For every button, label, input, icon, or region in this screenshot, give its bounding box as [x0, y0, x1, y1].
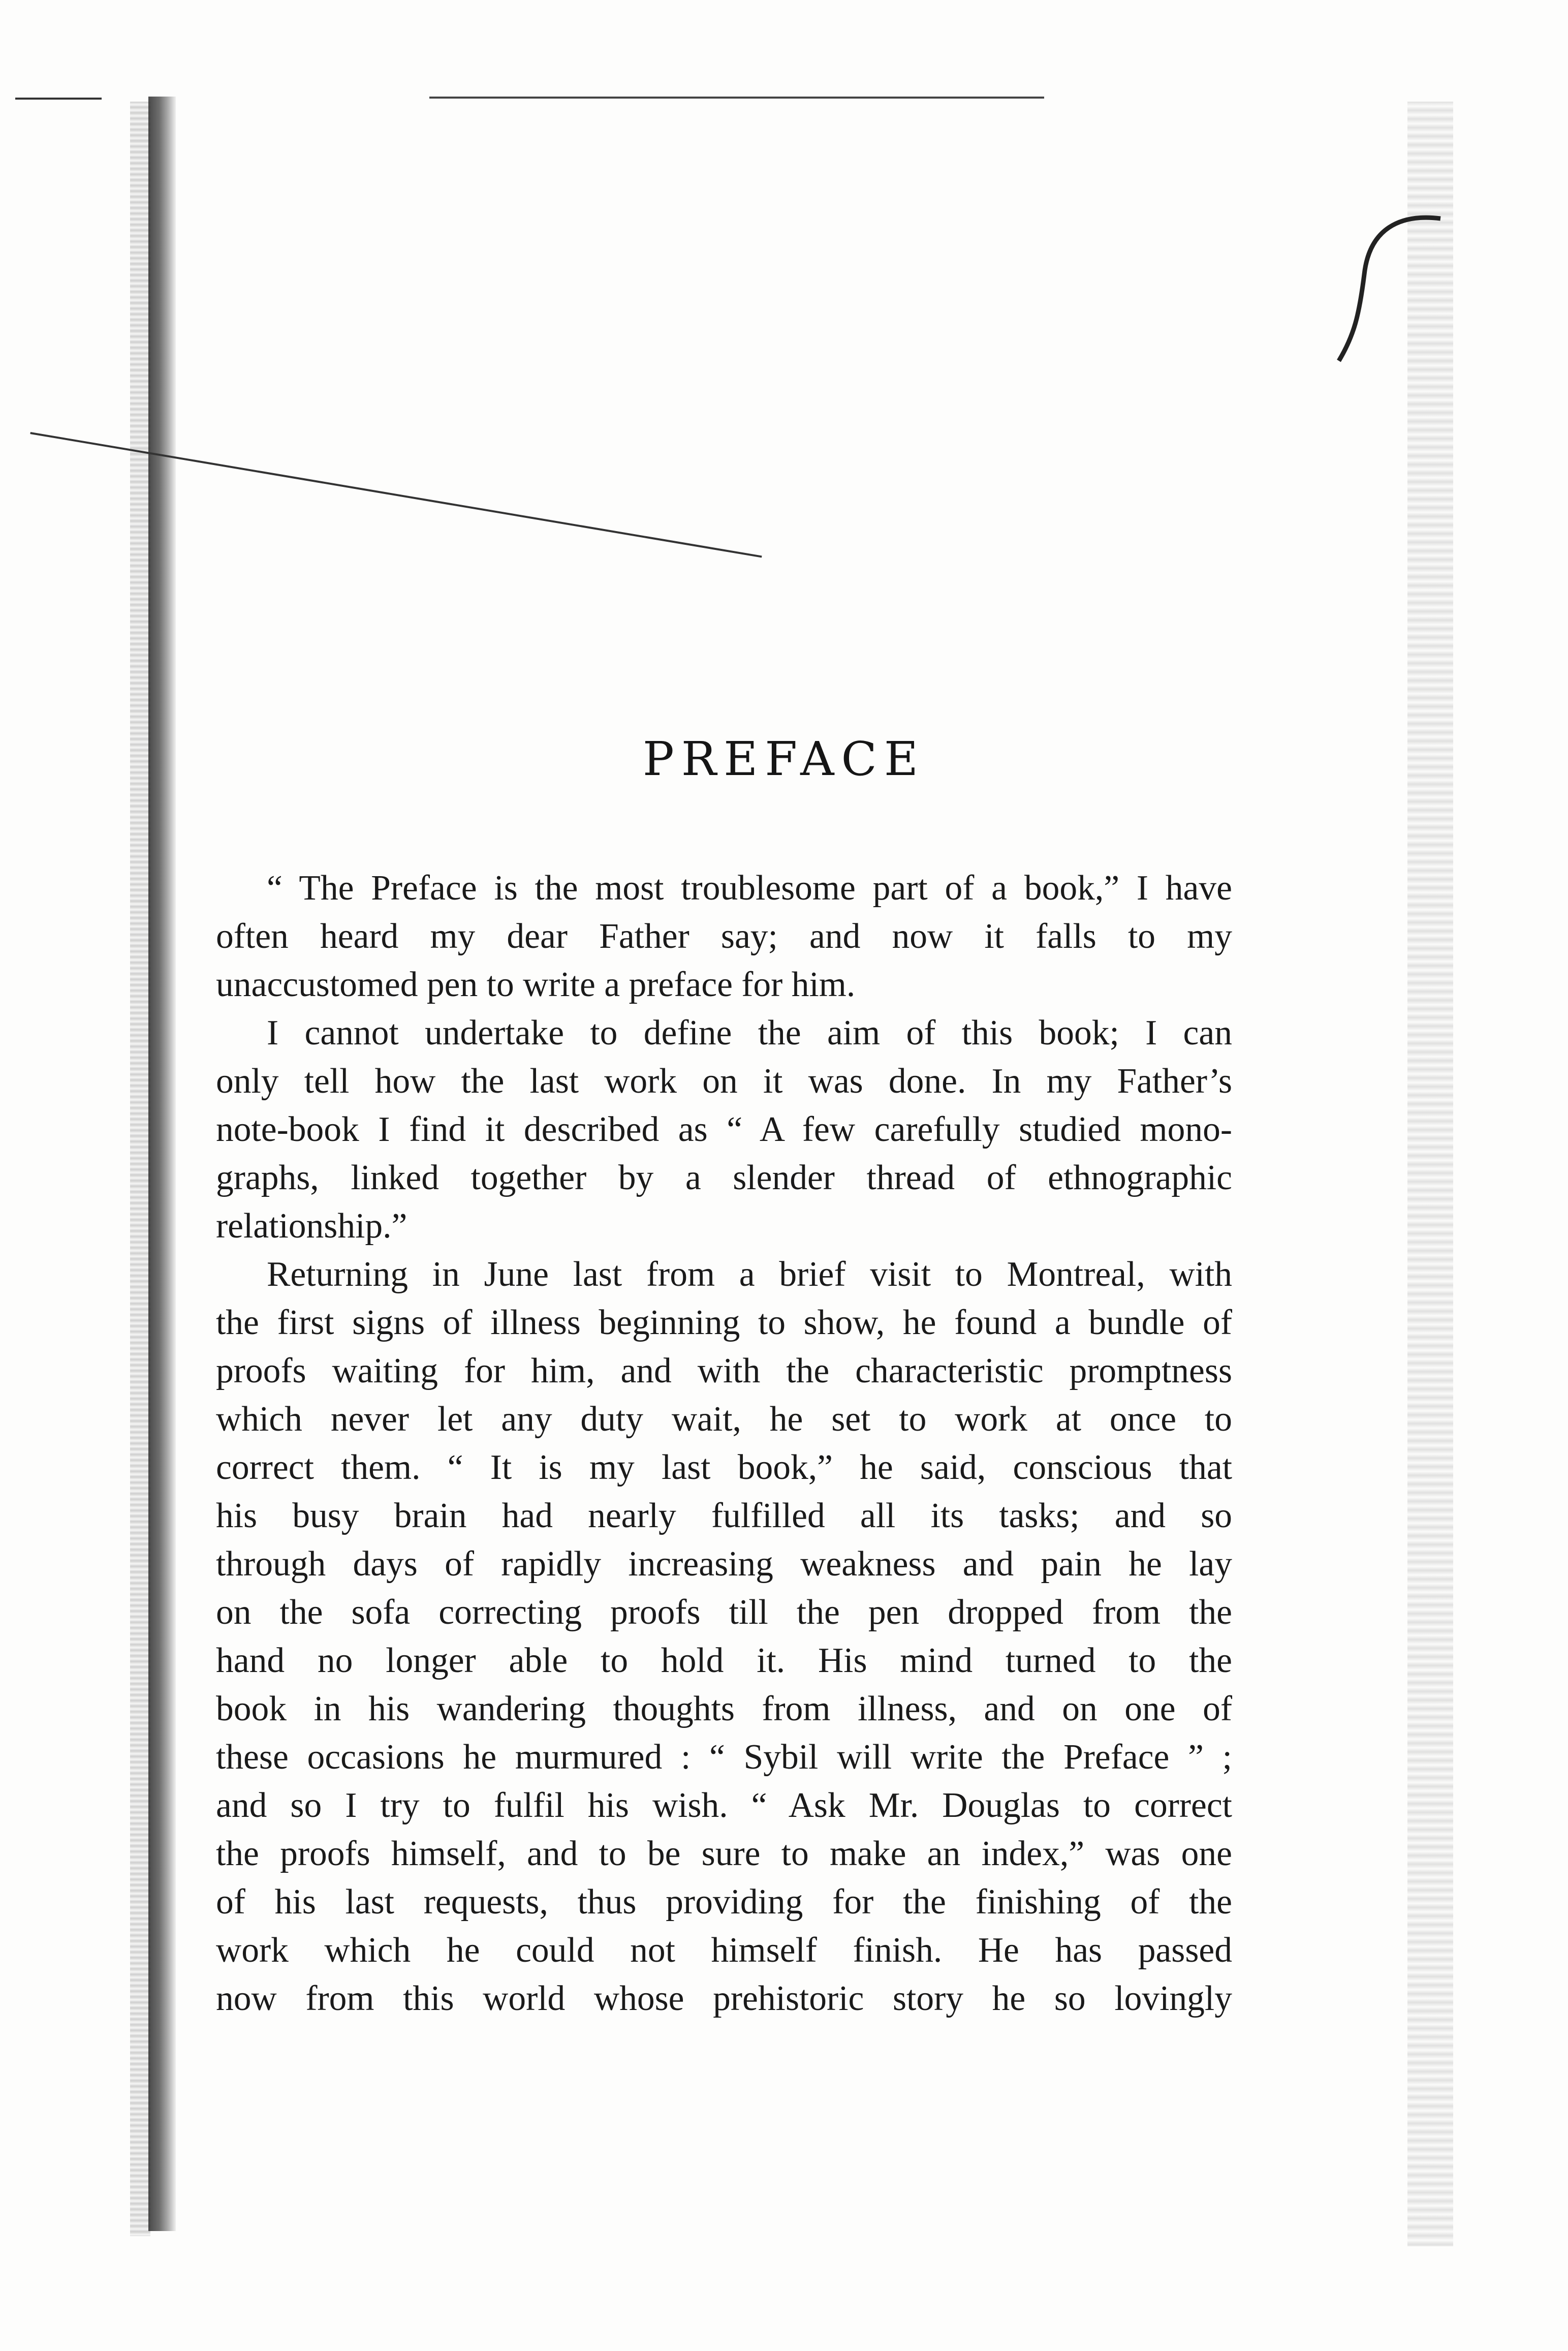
top-rule-left: [15, 98, 102, 100]
text-line: the first signs of illness beginning to show, he found a bundle of: [216, 1303, 1232, 1342]
text-line: graphs, linked together by a slender thread of ethnographic: [216, 1158, 1232, 1197]
text-line: and so I try to fulfil his wish. “ Ask Mr. Douglas to correct: [216, 1786, 1232, 1825]
text-line: book in his wandering thoughts from illness, and on one of: [216, 1689, 1232, 1728]
text-line: Returning in June last from a brief visit to Montreal, with: [267, 1255, 1232, 1294]
text-line: only tell how the last work on it was done. In my Father’s: [216, 1062, 1232, 1101]
page-edge-right: [1407, 102, 1453, 2246]
text-line: I cannot undertake to define the aim of this book; I can: [267, 1013, 1232, 1053]
text-line: on the sofa correcting proofs till the pen dropped from the: [216, 1593, 1232, 1632]
text-line: work which he could not himself finish. He has passed: [216, 1931, 1232, 1970]
text-line: “ The Preface is the most troublesome part of a book,” I have: [267, 869, 1232, 908]
text-line: his busy brain had nearly fulfilled all its tasks; and so: [216, 1496, 1232, 1535]
text-line: note-book I find it described as “ A few carefully studied mono-: [216, 1110, 1232, 1149]
text-line: relationship.”: [216, 1207, 407, 1246]
binding-edge: [148, 97, 176, 2231]
text-line: these occasions he murmured : “ Sybil will write the Preface ” ;: [216, 1738, 1232, 1777]
text-line: which never let any duty wait, he set to work at once to: [216, 1400, 1232, 1439]
text-line: the proofs himself, and to be sure to make an index,” was one: [216, 1834, 1232, 1873]
preface-body: [216, 864, 1232, 2023]
text-line: proofs waiting for him, and with the characteristic promptness: [216, 1351, 1232, 1390]
bracket-mark: [1308, 213, 1461, 366]
text-line: through days of rapidly increasing weakness and pain he lay: [216, 1544, 1232, 1584]
page-title: PREFACE: [642, 732, 926, 786]
binding-shadow: [130, 102, 150, 2236]
text-line: now from this world whose prehistoric story he so lovingly: [216, 1979, 1232, 2018]
text-line: unaccustomed pen to write a preface for him.: [216, 965, 856, 1004]
text-line: hand no longer able to hold it. His mind turned to the: [216, 1641, 1232, 1680]
text-line: of his last requests, thus providing for the finishing of the: [216, 1882, 1232, 1922]
top-rule-right: [429, 97, 1044, 99]
text-line: correct them. “ It is my last book,” he said, conscious that: [216, 1448, 1232, 1487]
text-line: often heard my dear Father say; and now it falls to my: [216, 917, 1232, 956]
